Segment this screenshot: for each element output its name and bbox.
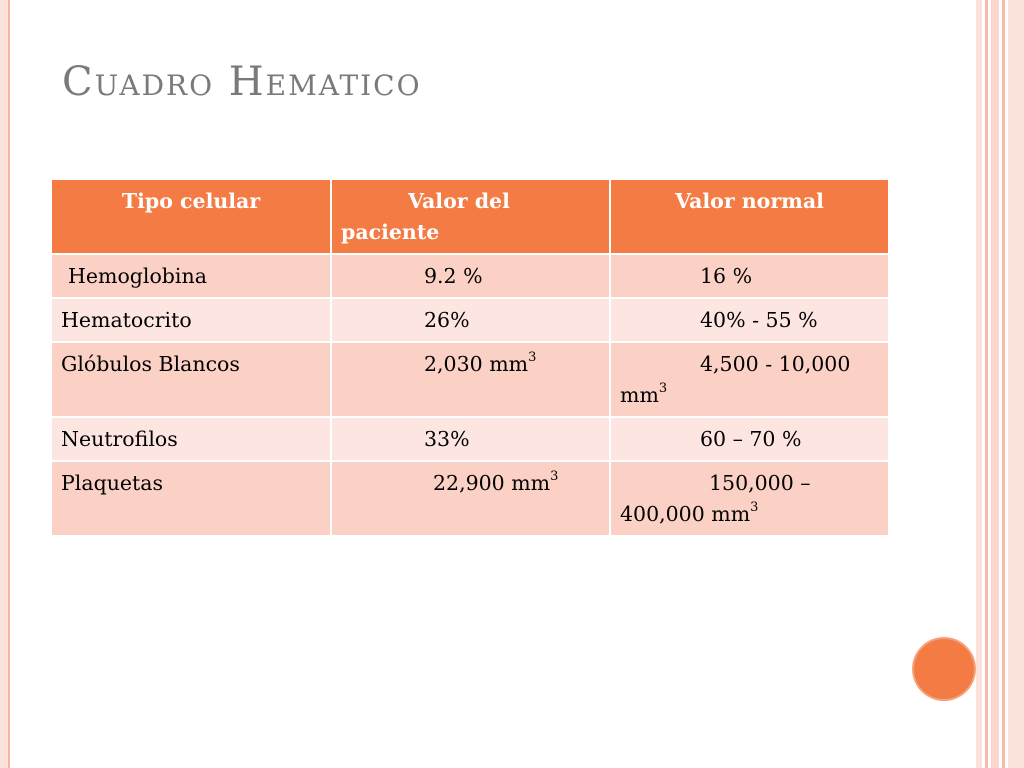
cell-normal-sup: 3 (658, 381, 668, 397)
cell-tipo: Glóbulos Blancos (51, 342, 331, 417)
header-valor-paciente (331, 179, 610, 254)
cell-paciente-value: 22,900 mm (433, 471, 551, 495)
left-border-decoration (0, 0, 10, 768)
table-row (51, 298, 889, 342)
right-stripe-5 (1008, 0, 1024, 768)
cell-normal-line1: 4,500 - 10,000 (700, 352, 851, 376)
header-valor-normal: Valor normal (610, 179, 889, 254)
cell-paciente: 33% (331, 417, 610, 461)
cell-tipo: Hemoglobina (51, 254, 331, 298)
slide-title: Cuadro Hematico (62, 59, 422, 105)
hematic-table (50, 178, 890, 537)
decorative-circle (914, 639, 974, 699)
header-tipo-celular: Tipo celular (51, 179, 331, 254)
cell-normal-line1: 150,000 – (709, 471, 811, 495)
right-stripe-2 (985, 0, 988, 768)
right-stripe-4 (1002, 0, 1005, 768)
cell-paciente: 9.2 % (331, 254, 610, 298)
cell-tipo: Hematocrito (51, 298, 331, 342)
right-stripe-3 (991, 0, 999, 768)
cell-normal (610, 461, 889, 536)
cell-paciente (331, 342, 610, 417)
right-stripe-1 (976, 0, 982, 768)
table-row (51, 417, 889, 461)
cell-normal: 16 % (610, 254, 889, 298)
cell-paciente: 26% (331, 298, 610, 342)
cell-normal: 60 – 70 % (610, 417, 889, 461)
cell-normal: 40% - 55 % (610, 298, 889, 342)
header-valor-paciente-line2: paciente (341, 220, 440, 244)
table-row (51, 342, 889, 417)
table-row (51, 461, 889, 536)
cell-paciente-sup: 3 (528, 350, 537, 366)
cell-normal-sup: 3 (750, 500, 759, 516)
cell-normal (610, 342, 889, 417)
cell-paciente-value: 2,030 mm (424, 352, 529, 376)
cell-normal-line2: 400,000 mm (620, 502, 751, 526)
cell-tipo: Neutrofilos (51, 417, 331, 461)
cell-paciente-sup: 3 (550, 469, 559, 485)
header-valor-paciente-line1: Valor del (408, 189, 510, 213)
cell-normal-line2: mm (620, 383, 659, 407)
table-row (51, 254, 889, 298)
cell-tipo: Plaquetas (51, 461, 331, 536)
table-header-row (51, 179, 889, 254)
cell-paciente (331, 461, 610, 536)
